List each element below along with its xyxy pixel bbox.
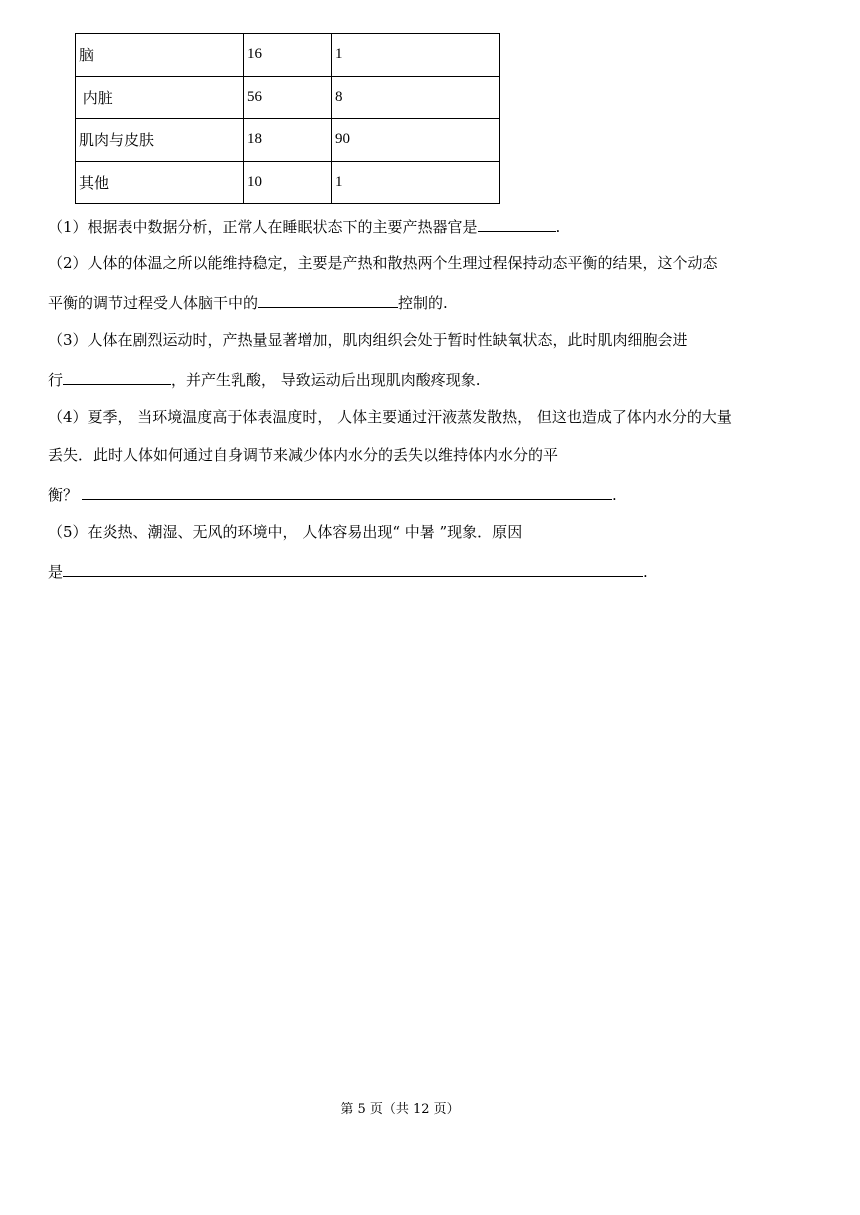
table-row	[76, 119, 500, 162]
organ-cell: 其他	[76, 161, 244, 204]
question-4-line-3: 衡？ .	[48, 486, 617, 504]
table-row	[76, 34, 500, 77]
organ-cell: 内脏	[76, 76, 244, 119]
table-row	[76, 76, 500, 119]
organ-cell: 脑	[76, 34, 244, 77]
value-cell: 56	[244, 76, 332, 119]
question-4-line-1: （4）夏季， 当环境温度高于体表温度时， 人体主要通过汗液蒸发散热， 但这也造成了体内水分的大量	[48, 408, 732, 426]
page-footer: 第 5 页（共 12 页）	[340, 1102, 460, 1117]
question-5-line-1: （5）在炎热、潮湿、无风的环境中， 人体容易出现“ 中暑 ”现象．原因	[48, 523, 523, 541]
answer-blank-2[interactable]	[258, 292, 398, 308]
question-2-line-1: （2）人体的体温之所以能维持稳定，主要是产热和散热两个生理过程保持动态平衡的结果，这个动态	[48, 254, 718, 272]
answer-blank-3[interactable]	[63, 369, 171, 385]
value-cell: 1	[332, 34, 500, 77]
table-row	[76, 161, 500, 204]
value-cell: 16	[244, 34, 332, 77]
value-cell: 90	[332, 119, 500, 162]
value-cell: 1	[332, 161, 500, 204]
value-cell: 18	[244, 119, 332, 162]
organ-heat-table	[75, 33, 500, 204]
value-cell: 8	[332, 76, 500, 119]
value-cell: 10	[244, 161, 332, 204]
question-3-line-1: （3）人体在剧烈运动时，产热量显著增加，肌肉组织会处于暂时性缺氧状态，此时肌肉细胞会进	[48, 331, 688, 349]
question-5-line-2: 是 .	[48, 563, 648, 581]
question-4-line-2: 丢失．此时人体如何通过自身调节来减少体内水分的丢失以维持体内水分的平	[48, 446, 559, 464]
question-1: （1）根据表中数据分析，正常人在睡眠状态下的主要产热器官是 .	[48, 218, 561, 236]
answer-blank-1[interactable]	[478, 216, 556, 232]
organ-cell: 肌肉与皮肤	[76, 119, 244, 162]
question-3-line-2: 行 ，并产生乳酸， 导致运动后出现肌肉酸疼现象.	[48, 371, 481, 389]
question-2-line-2: 平衡的调节过程受人体脑干中的 控制的.	[48, 294, 448, 312]
answer-blank-4[interactable]	[82, 484, 612, 500]
answer-blank-5[interactable]	[63, 561, 643, 577]
